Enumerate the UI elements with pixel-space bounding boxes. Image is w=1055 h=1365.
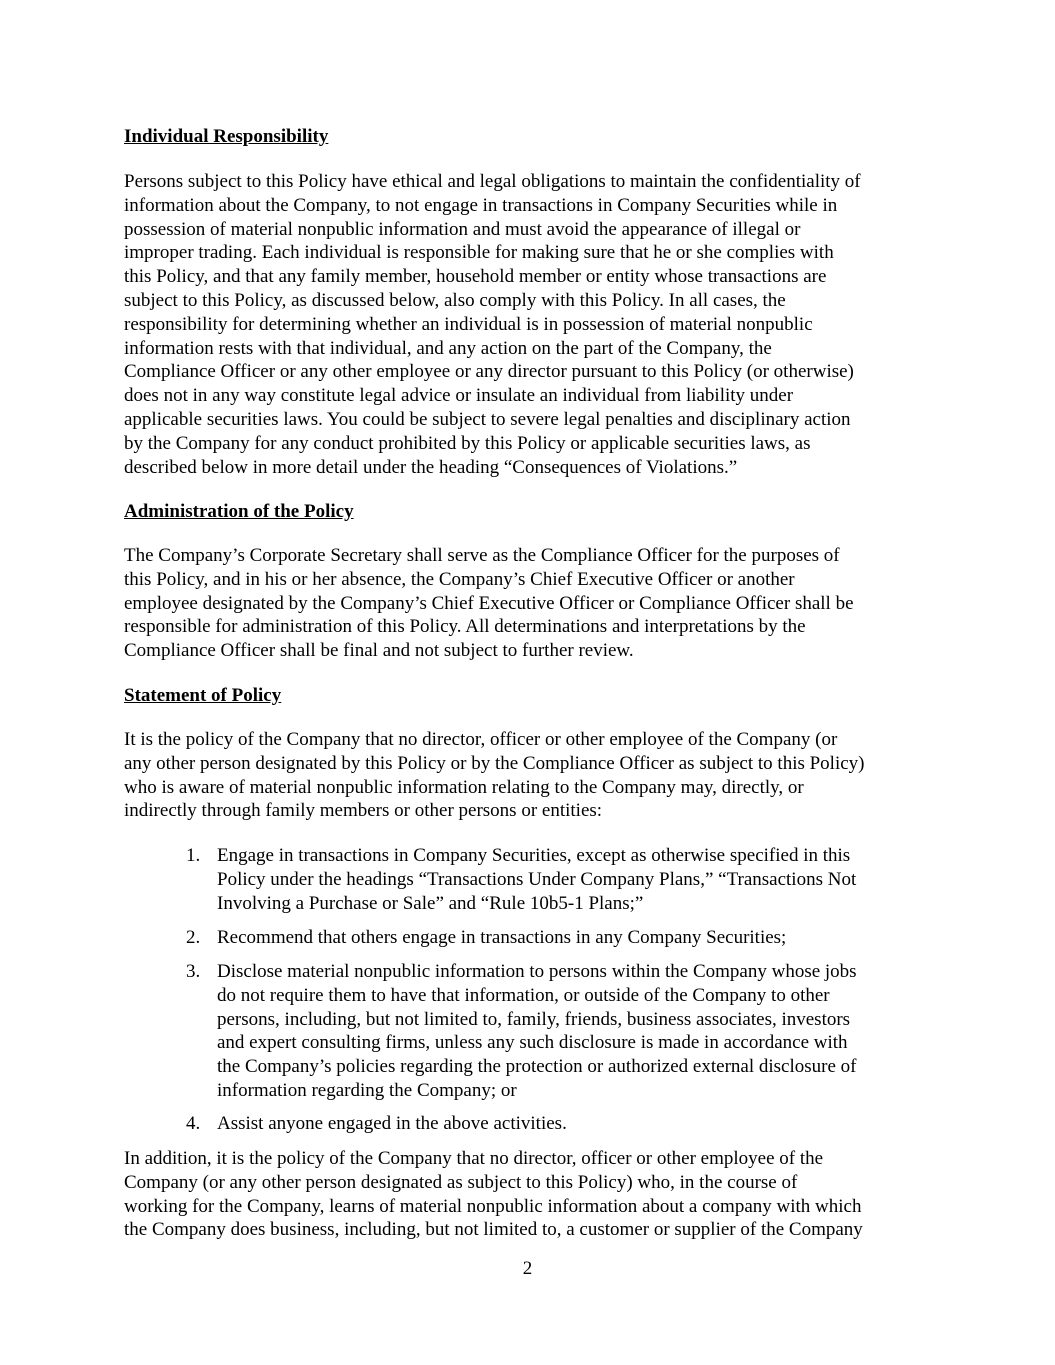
paragraph-statement-closing: [124, 1147, 863, 1242]
list-item-number: 3.: [186, 961, 201, 982]
paragraph-line: possession of material nonpublic information and must avoid the appearance of illegal or: [124, 218, 801, 240]
list-item-line: Disclose material nonpublic information to persons within the Company whose jobs: [217, 961, 857, 982]
list-item-line: Policy under the headings “Transactions Under Company Plans,” “Transactions Not: [217, 868, 857, 890]
heading-individual-responsibility: Individual Responsibility: [124, 126, 329, 147]
paragraph-line: any other person designated by this Policy or by the Compliance Officer as subject to this Policy): [124, 752, 865, 774]
paragraph-administration: [124, 544, 854, 663]
paragraph-line: this Policy, and in his or her absence, the Company’s Chief Executive Officer or another: [124, 568, 795, 590]
list-item: [186, 926, 786, 950]
paragraph-line: who is aware of material nonpublic information relating to the Company may, directly, or: [124, 776, 804, 798]
paragraph-line: applicable securities laws. You could be subject to severe legal penalties and disciplinary action: [124, 408, 851, 430]
paragraph-line: Compliance Officer shall be final and not subject to further review.: [124, 640, 634, 662]
list-item-line: Involving a Purchase or Sale” and “Rule 10b5-1 Plans;”: [217, 892, 644, 914]
paragraph-line: Company (or any other person designated as subject to this Policy) who, in the course of: [124, 1171, 798, 1193]
list-item-line: persons, including, but not limited to, family, friends, business associates, investors: [217, 1008, 851, 1030]
list-item-line: information regarding the Company; or: [217, 1079, 517, 1101]
page-number: 2: [522, 1258, 533, 1279]
list-item-number: 2.: [186, 927, 201, 948]
paragraph-line: information rests with that individual, and any action on the part of the Company, the: [124, 337, 772, 359]
list-item: [186, 960, 857, 1103]
list-item-number: 1.: [186, 845, 201, 866]
list-item-line: and expert consulting firms, unless any such disclosure is made in accordance with: [217, 1032, 848, 1054]
list-item-line: Assist anyone engaged in the above activities.: [217, 1113, 567, 1134]
list-item-line: do not require them to have that information, or outside of the Company to other: [217, 984, 830, 1006]
list-item: [186, 844, 856, 915]
paragraph-line: The Company’s Corporate Secretary shall serve as the Compliance Officer for the purposes of: [124, 545, 840, 566]
list-item-number: 4.: [186, 1113, 201, 1134]
paragraph-line: does not in any way constitute legal advice or insulate an individual from liability under: [124, 385, 794, 407]
heading-statement-of-policy: Statement of Policy: [124, 685, 282, 706]
heading-administration-of-policy: Administration of the Policy: [124, 501, 354, 522]
list-item: [186, 1112, 567, 1136]
paragraph-line: improper trading. Each individual is responsible for making sure that he or she complies with: [124, 242, 834, 264]
list-item-line: the Company’s policies regarding the protection or authorized external disclosure of: [217, 1056, 857, 1078]
paragraph-line: information about the Company, to not engage in transactions in Company Securities while in: [124, 194, 838, 216]
paragraph-line: Persons subject to this Policy have ethical and legal obligations to maintain the confidentiality of: [124, 171, 861, 192]
paragraph-line: this Policy, and that any family member, household member or entity whose transactions are: [124, 266, 827, 288]
paragraph-line: working for the Company, learns of material nonpublic information about a company with which: [124, 1195, 862, 1217]
paragraph-line: It is the policy of the Company that no director, officer or other employee of the Company (or: [124, 729, 838, 750]
paragraph-individual-responsibility: [124, 170, 861, 479]
paragraph-line: responsibility for determining whether an individual is in possession of material nonpublic: [124, 313, 813, 335]
paragraph-line: described below in more detail under the heading “Consequences of Violations.”: [124, 456, 738, 478]
paragraph-line: employee designated by the Company’s Chief Executive Officer or Compliance Officer shall be: [124, 592, 854, 614]
paragraph-statement-intro: [124, 728, 865, 823]
paragraph-line: Compliance Officer or any other employee or any director pursuant to this Policy (or otherwise): [124, 361, 854, 383]
paragraph-line: subject to this Policy, as discussed below, also comply with this Policy. In all cases, the: [124, 289, 786, 311]
paragraph-line: by the Company for any conduct prohibited by this Policy or applicable securities laws, as: [124, 432, 811, 454]
list-item-line: Recommend that others engage in transactions in any Company Securities;: [217, 927, 787, 948]
paragraph-line: In addition, it is the policy of the Company that no director, officer or other employee of the: [124, 1148, 824, 1169]
paragraph-line: the Company does business, including, but not limited to, a customer or supplier of the Company: [124, 1219, 863, 1241]
paragraph-line: responsible for administration of this Policy. All determinations and interpretations by the: [124, 616, 806, 638]
paragraph-line: indirectly through family members or other persons or entities:: [124, 800, 603, 822]
list-item-line: Engage in transactions in Company Securities, except as otherwise specified in this: [217, 845, 851, 866]
